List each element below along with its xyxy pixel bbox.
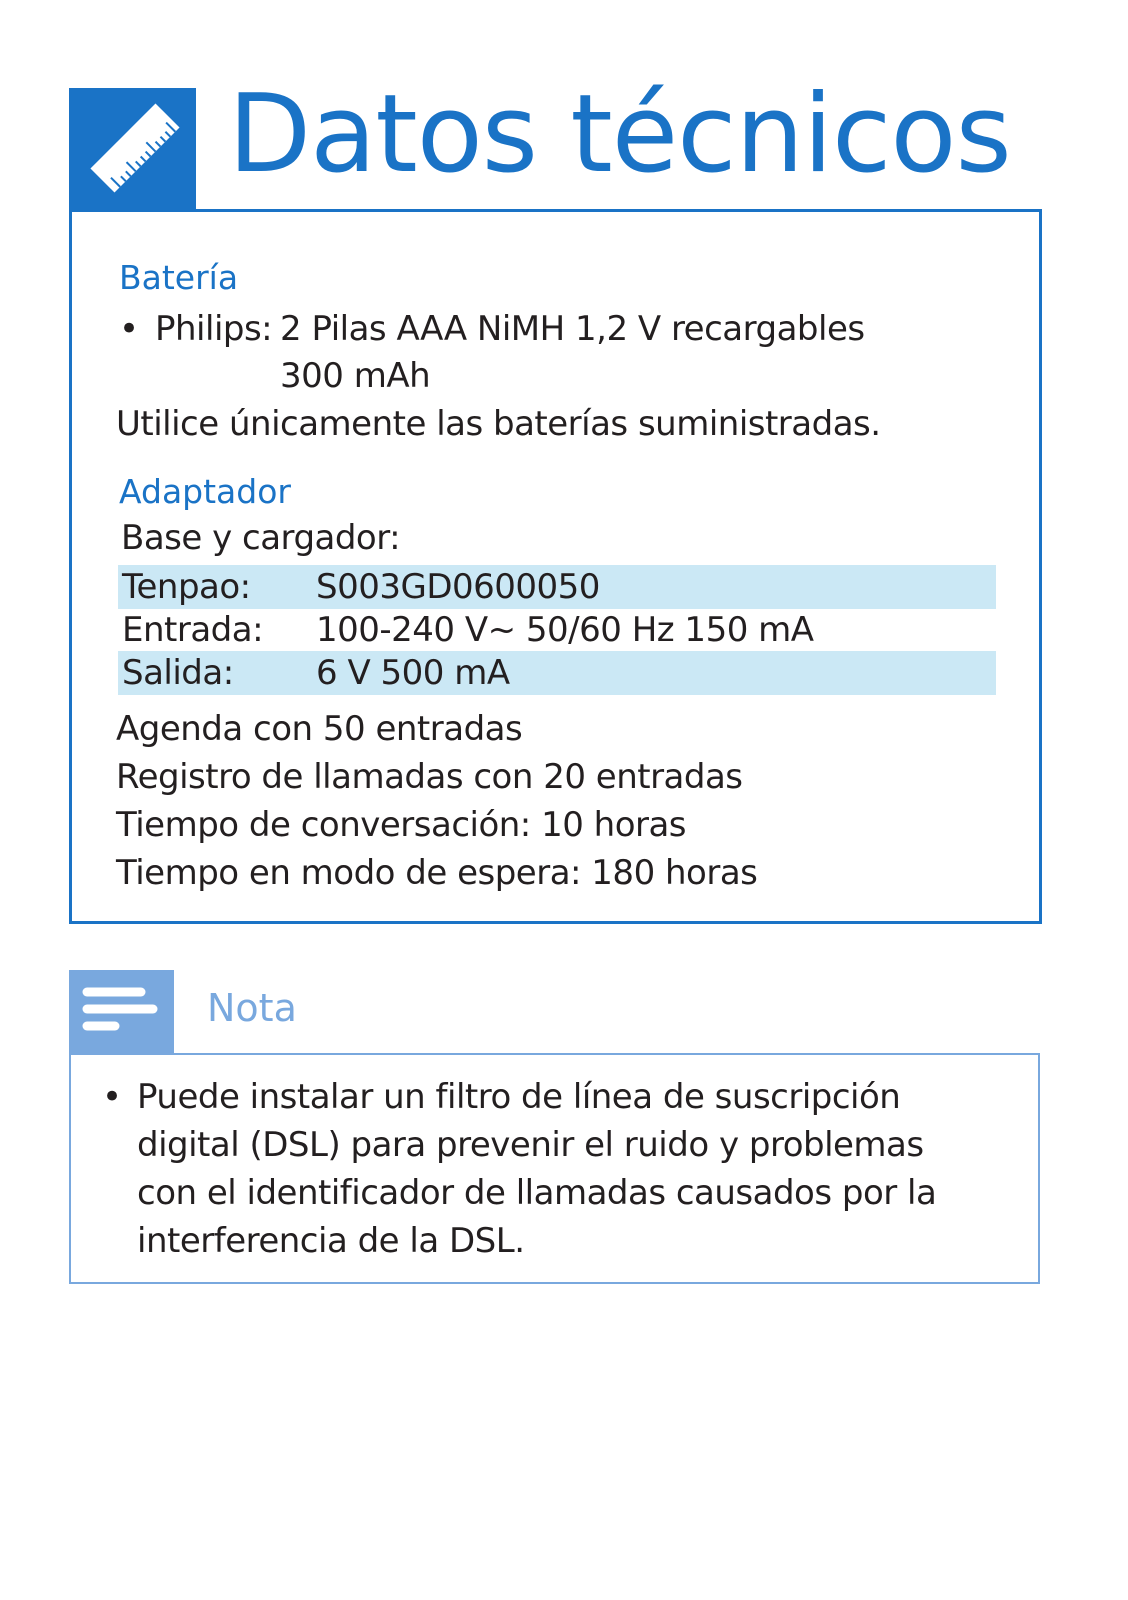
adapter-subheading: Base y cargador: (121, 518, 401, 558)
battery-spec-line2: 300 mAh (280, 356, 431, 396)
specs-panel (69, 209, 1042, 924)
ruler-icon (69, 88, 196, 211)
battery-usage-note: Utilice únicamente las baterías suministradas. (116, 404, 881, 444)
adapter-row-value: 6 V 500 mA (316, 653, 510, 693)
note-line-2: digital (DSL) para prevenir el ruido y problemas (137, 1125, 924, 1165)
note-line-1: Puede instalar un filtro de línea de suscripción (137, 1077, 901, 1117)
battery-heading: Batería (119, 258, 239, 297)
adapter-row-label: Entrada: (122, 610, 264, 650)
spec-call-log: Registro de llamadas con 20 entradas (116, 757, 743, 797)
note-line-4: interferencia de la DSL. (137, 1221, 525, 1261)
adapter-heading: Adaptador (119, 472, 291, 511)
spec-phonebook: Agenda con 50 entradas (116, 709, 523, 749)
note-line-3: con el identificador de llamadas causados por la (137, 1173, 937, 1213)
adapter-row-label: Tenpao: (122, 567, 251, 607)
bullet-dot: • (119, 309, 140, 349)
spec-talk-time: Tiempo de conversación: 10 horas (116, 805, 687, 845)
battery-brand-label: Philips: (155, 309, 273, 349)
bullet-dot: • (102, 1077, 123, 1117)
note-heading: Nota (207, 986, 297, 1030)
note-panel (69, 1053, 1040, 1284)
adapter-row-value: S003GD0600050 (316, 567, 600, 607)
adapter-row-label: Salida: (122, 653, 234, 693)
adapter-row-model (118, 565, 996, 609)
adapter-row-value: 100-240 V~ 50/60 Hz 150 mA (316, 610, 814, 650)
adapter-row-output (118, 651, 996, 695)
adapter-row-input (118, 608, 996, 652)
spec-standby-time: Tiempo en modo de espera: 180 horas (116, 853, 758, 893)
page-title: Datos técnicos (228, 72, 1011, 197)
battery-spec-line1: 2 Pilas AAA NiMH 1,2 V recargables (280, 309, 865, 349)
note-lines-icon (69, 970, 174, 1053)
